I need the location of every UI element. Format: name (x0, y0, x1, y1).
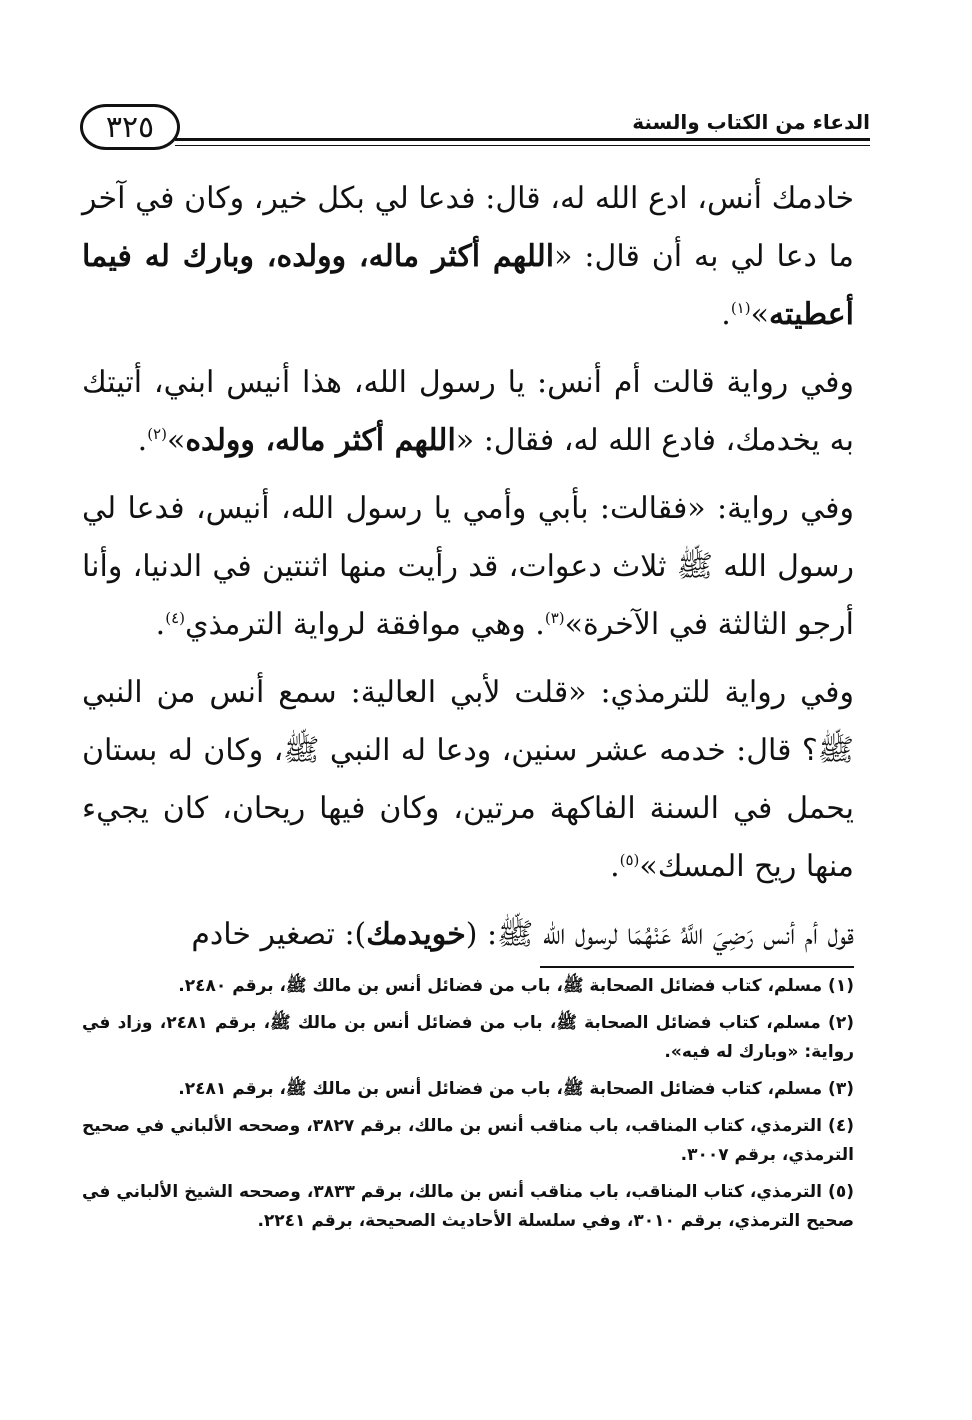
bold-dua-text: اللهم أكثر ماله، وولده، وبارك له فيما أعطيته (82, 239, 854, 332)
footnote-marker: (٣) (544, 609, 565, 627)
footnote-separator (540, 966, 854, 968)
paragraph-3 (82, 480, 854, 654)
footnote-1: (١) مسلم، كتاب فضائل الصحابة ﷺ، باب من فضائل أنس بن مالك ﷺ، برقم ٢٤٨٠. (178, 976, 854, 996)
header-rule-thin (175, 145, 870, 146)
header-rule-thick (175, 138, 870, 141)
page-header (70, 100, 870, 160)
footnote-4: (٤) الترمذي، كتاب المناقب، باب مناقب أنس بن مالك، برقم ٣٨٢٧، وصححه الألباني في صحيح الترمذي، برقم ٣٠٠٧. (82, 1116, 855, 1165)
text-run: خادمك أنس، ادع الله له، قال: فدعا لي بكل خير، وكان في آخر ما دعا لي به أن قال: « (82, 181, 854, 274)
text-run: . (155, 607, 166, 642)
text-run: . (610, 849, 620, 884)
main-text (82, 170, 854, 974)
text-run: » (166, 423, 186, 458)
footnote-5: (٥) الترمذي، كتاب المناقب، باب مناقب أنس بن مالك، برقم ٣٨٣٣، وصححه الشيخ الألباني في صحيح الترمذي، برقم ٣٠١٠، وفي سلسلة الأحاديث الصحيحة، برقم ٢٢٤١. (82, 1182, 855, 1231)
text-run: . (721, 297, 731, 332)
page-number: ٣٢٥ (80, 104, 180, 150)
footnote-3: (٣) مسلم، كتاب فضائل الصحابة ﷺ، باب من فضائل أنس بن مالك ﷺ، برقم ٢٤٨١. (178, 1079, 854, 1099)
paragraph-1 (82, 170, 854, 344)
footnote-marker: (٢) (147, 425, 167, 443)
text-run: وفي رواية للترمذي: «قلت لأبي العالية: سمع أنس من النبي ﷺ؟ قال: خدمه عشر سنين، ودعا له النبي ﷺ، وكان له بستان يحمل في السنة الفاكهة مرتين، وكان فيها ريحان، كان يجيء منها ريح المسك» (82, 675, 854, 884)
footnote-marker: (٥) (619, 851, 640, 869)
text-run: وفي رواية: «فقالت: بأبي وأمي يا رسول الله، أنيس، فدعا لي رسول الله ﷺ ثلاث دعوات، قد رأيت منها اثنتين في الدنيا، وأنا أرجو الثالثة في الآخرة» (82, 491, 854, 642)
paragraph-4 (82, 664, 854, 896)
bold-term: خويدمك (366, 917, 466, 952)
text-run: قول أم أنس رَضِيَ اللَّهُ عَنْهُمَا لرسول الله ﷺ: ( (465, 917, 854, 952)
paragraph-5 (82, 906, 854, 964)
text-run: ): تصغير خادم (191, 917, 367, 952)
text-run: » (750, 297, 769, 332)
footnote-marker: (١) (730, 299, 751, 317)
paragraph-2 (82, 354, 854, 470)
footnote-marker: (٤) (165, 609, 185, 627)
running-title: الدعاء من الكتاب والسنة (632, 110, 870, 134)
footnotes (82, 972, 854, 1244)
text-run: . (137, 423, 148, 458)
text-run: وفي رواية قالت أم أنس: يا رسول الله، هذا أنيس ابني، أتيتك به يخدمك، فادع الله له، فقال: « (82, 365, 854, 458)
bold-dua-text: اللهم أكثر ماله، وولده (185, 423, 456, 458)
footnote-2: (٢) مسلم، كتاب فضائل الصحابة ﷺ، باب من فضائل أنس بن مالك ﷺ، برقم ٢٤٨١، وزاد في رواية: «وبارك له فيه». (82, 1013, 854, 1062)
text-run: . وهي موافقة لرواية الترمذي (185, 607, 545, 642)
